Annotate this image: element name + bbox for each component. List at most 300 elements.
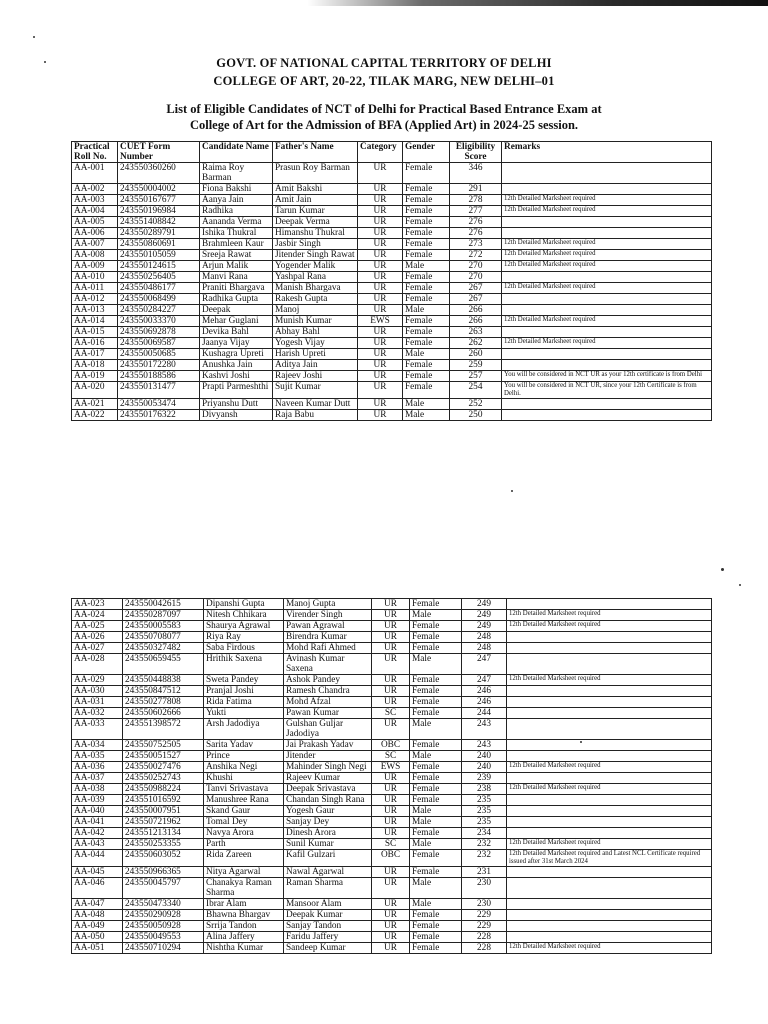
roll-no-cell: AA-049	[72, 921, 123, 932]
score-cell: 231	[462, 867, 507, 878]
table-row	[72, 784, 712, 795]
score-cell: 240	[462, 751, 507, 762]
fathers-name-cell: Kafil Gulzari	[284, 850, 372, 867]
candidate-name-cell: Hrithik Saxena	[204, 654, 284, 675]
candidate-name-cell: Kashvi Joshi	[200, 371, 273, 382]
cuet-form-cell: 243550007951	[123, 806, 204, 817]
remarks-cell: 12th Detailed Marksheet required	[502, 283, 712, 294]
roll-no-cell: AA-046	[72, 878, 123, 899]
table-row	[72, 806, 712, 817]
cuet-form-cell: 243550188586	[118, 371, 200, 382]
candidate-name-cell: Anushka Jain	[200, 360, 273, 371]
score-cell: 232	[462, 850, 507, 867]
category-cell: UR	[372, 867, 410, 878]
candidate-name-cell: Rida Fatima	[204, 697, 284, 708]
roll-no-cell: AA-027	[72, 643, 123, 654]
gender-cell: Male	[410, 878, 462, 899]
table-row	[72, 708, 712, 719]
cuet-form-cell: 243550005583	[123, 621, 204, 632]
candidate-name-cell: Navya Arora	[204, 828, 284, 839]
fathers-name-cell: Tarun Kumar	[273, 206, 358, 217]
score-cell: 229	[462, 921, 507, 932]
remarks-cell	[507, 817, 712, 828]
roll-no-cell: AA-003	[72, 195, 118, 206]
category-cell: UR	[372, 632, 410, 643]
cuet-form-cell: 243550068499	[118, 294, 200, 305]
candidate-name-cell: Chanakya Raman Sharma	[204, 878, 284, 899]
candidate-name-cell: Arsh Jadodiya	[204, 719, 284, 740]
cuet-form-cell: 243550287097	[123, 610, 204, 621]
table-row	[72, 371, 712, 382]
candidate-name-cell: Deepak	[200, 305, 273, 316]
gender-cell: Female	[410, 675, 462, 686]
candidate-name-cell: Parth	[204, 839, 284, 850]
remarks-cell	[502, 228, 712, 239]
category-cell: UR	[358, 327, 403, 338]
fathers-name-cell: Dinesh Arora	[284, 828, 372, 839]
fathers-name-cell: Faridu Jaffery	[284, 932, 372, 943]
fathers-name-cell: Deepak Srivastava	[284, 784, 372, 795]
score-cell: 259	[450, 360, 502, 371]
roll-no-cell: AA-048	[72, 910, 123, 921]
cuet-form-cell: 243550289791	[118, 228, 200, 239]
remarks-cell	[502, 305, 712, 316]
gender-cell: Female	[410, 932, 462, 943]
gender-cell: Female	[403, 184, 450, 195]
score-cell: 229	[462, 910, 507, 921]
remarks-cell: 12th Detailed Marksheet required	[502, 316, 712, 327]
cuet-form-cell: 243550105059	[118, 250, 200, 261]
roll-no-cell: AA-011	[72, 283, 118, 294]
score-cell: 230	[462, 899, 507, 910]
gender-cell: Male	[410, 654, 462, 675]
table-row	[72, 675, 712, 686]
fathers-name-cell: Deepak Kumar	[284, 910, 372, 921]
category-cell: UR	[372, 675, 410, 686]
table-row	[72, 228, 712, 239]
category-cell: UR	[358, 294, 403, 305]
gender-cell: Male	[410, 839, 462, 850]
category-cell: UR	[358, 382, 403, 399]
fathers-name-cell: Manish Bhargava	[273, 283, 358, 294]
roll-no-cell: AA-012	[72, 294, 118, 305]
table-row	[72, 206, 712, 217]
gender-cell: Female	[410, 943, 462, 954]
fathers-name-cell: Yogesh Gaur	[284, 806, 372, 817]
gender-cell: Female	[410, 599, 462, 610]
score-cell: 262	[450, 338, 502, 349]
candidate-name-cell: Devika Bahl	[200, 327, 273, 338]
roll-no-cell: AA-024	[72, 610, 123, 621]
gender-cell: Female	[403, 316, 450, 327]
candidate-name-cell: Rida Zareen	[204, 850, 284, 867]
category-cell: UR	[372, 610, 410, 621]
candidate-name-cell: Sarita Yadav	[204, 740, 284, 751]
score-cell: 257	[450, 371, 502, 382]
table-row	[72, 163, 712, 184]
roll-no-cell: AA-009	[72, 261, 118, 272]
remarks-cell: 12th Detailed Marksheet required	[502, 338, 712, 349]
gender-cell: Female	[410, 643, 462, 654]
table-row	[72, 599, 712, 610]
remarks-cell: 12th Detailed Marksheet required	[507, 675, 712, 686]
roll-no-cell: AA-047	[72, 899, 123, 910]
roll-no-cell: AA-007	[72, 239, 118, 250]
score-cell: 240	[462, 762, 507, 773]
remarks-cell: 12th Detailed Marksheet required	[502, 206, 712, 217]
table-row	[72, 817, 712, 828]
candidate-name-cell: Nitya Agarwal	[204, 867, 284, 878]
remarks-cell	[507, 643, 712, 654]
score-cell: 238	[462, 784, 507, 795]
cuet-form-cell: 243550277808	[123, 697, 204, 708]
roll-no-cell: AA-025	[72, 621, 123, 632]
cuet-form-cell: 243550692878	[118, 327, 200, 338]
scan-speck	[33, 36, 35, 38]
table-row	[72, 410, 712, 421]
scan-edge	[0, 0, 768, 6]
roll-no-cell: AA-010	[72, 272, 118, 283]
fathers-name-cell: Naveen Kumar Dutt	[273, 399, 358, 410]
roll-no-cell: AA-026	[72, 632, 123, 643]
category-cell: UR	[358, 305, 403, 316]
category-cell: UR	[358, 371, 403, 382]
remarks-cell	[507, 599, 712, 610]
score-cell: 243	[462, 740, 507, 751]
roll-no-cell: AA-040	[72, 806, 123, 817]
fathers-name-cell: Avinash Kumar Saxena	[284, 654, 372, 675]
roll-no-cell: AA-045	[72, 867, 123, 878]
cuet-form-cell: 243550131477	[118, 382, 200, 399]
score-cell: 249	[462, 610, 507, 621]
gender-cell: Female	[410, 762, 462, 773]
table-header-row	[72, 142, 712, 163]
gender-cell: Female	[403, 272, 450, 283]
table-row	[72, 272, 712, 283]
score-cell: 276	[450, 228, 502, 239]
gender-cell: Female	[410, 632, 462, 643]
category-cell: UR	[358, 239, 403, 250]
candidate-name-cell: Saba Firdous	[204, 643, 284, 654]
remarks-cell	[502, 184, 712, 195]
cuet-form-cell: 243550027476	[123, 762, 204, 773]
remarks-cell	[507, 867, 712, 878]
remarks-cell	[507, 654, 712, 675]
remarks-cell	[502, 360, 712, 371]
table-row	[72, 740, 712, 751]
list-title-line1: List of Eligible Candidates of NCT of Delhi for Practical Based Entrance Exam at	[166, 102, 602, 116]
candidate-name-cell: Radhika Gupta	[200, 294, 273, 305]
cuet-form-cell: 243550966365	[123, 867, 204, 878]
score-cell: 247	[462, 654, 507, 675]
gender-cell: Female	[403, 338, 450, 349]
remarks-cell: 12th Detailed Marksheet required	[502, 195, 712, 206]
gender-cell: Female	[403, 294, 450, 305]
category-cell: UR	[358, 283, 403, 294]
candidate-name-cell: Divyansh	[200, 410, 273, 421]
cuet-form-cell: 243550042615	[123, 599, 204, 610]
table-row	[72, 316, 712, 327]
score-cell: 278	[450, 195, 502, 206]
remarks-cell: 12th Detailed Marksheet required	[507, 839, 712, 850]
candidate-name-cell: Dipanshi Gupta	[204, 599, 284, 610]
table-row	[72, 283, 712, 294]
score-cell: 248	[462, 632, 507, 643]
roll-no-cell: AA-042	[72, 828, 123, 839]
category-cell: UR	[372, 910, 410, 921]
fathers-name-cell: Raman Sharma	[284, 878, 372, 899]
candidate-name-cell: Sreeja Rawat	[200, 250, 273, 261]
col-gender: Gender	[403, 142, 450, 163]
roll-no-cell: AA-019	[72, 371, 118, 382]
score-cell: 270	[450, 272, 502, 283]
fathers-name-cell: Harish Upreti	[273, 349, 358, 360]
table-row	[72, 399, 712, 410]
roll-no-cell: AA-004	[72, 206, 118, 217]
roll-no-cell: AA-013	[72, 305, 118, 316]
cuet-form-cell: 243550049553	[123, 932, 204, 943]
table-row	[72, 943, 712, 954]
category-cell: UR	[372, 697, 410, 708]
category-cell: UR	[372, 921, 410, 932]
table-row	[72, 932, 712, 943]
fathers-name-cell: Pawan Kumar	[284, 708, 372, 719]
roll-no-cell: AA-037	[72, 773, 123, 784]
remarks-cell	[507, 878, 712, 899]
cuet-form-cell: 243550053474	[118, 399, 200, 410]
category-cell: EWS	[372, 762, 410, 773]
remarks-cell	[502, 399, 712, 410]
candidate-name-cell: Tanvi Srivastava	[204, 784, 284, 795]
gender-cell: Male	[403, 399, 450, 410]
category-cell: UR	[372, 773, 410, 784]
cuet-form-cell: 243550050685	[118, 349, 200, 360]
candidate-name-cell: Khushi	[204, 773, 284, 784]
gender-cell: Female	[410, 773, 462, 784]
cuet-form-cell: 243550004002	[118, 184, 200, 195]
score-cell: 266	[450, 316, 502, 327]
fathers-name-cell: Nawal Agarwal	[284, 867, 372, 878]
table-row	[72, 338, 712, 349]
score-cell: 249	[462, 621, 507, 632]
score-cell: 235	[462, 806, 507, 817]
col-roll-no: Practical Roll No.	[72, 142, 118, 163]
remarks-cell	[507, 751, 712, 762]
fathers-name-cell: Yashpal Rana	[273, 272, 358, 283]
fathers-name-cell: Mansoor Alam	[284, 899, 372, 910]
scan-speck	[739, 584, 741, 586]
category-cell: UR	[372, 806, 410, 817]
fathers-name-cell: Rajeev Joshi	[273, 371, 358, 382]
cuet-form-cell: 243550752505	[123, 740, 204, 751]
table-row	[72, 751, 712, 762]
table-row	[72, 910, 712, 921]
candidate-name-cell: Manvi Rana	[200, 272, 273, 283]
cuet-form-cell: 243550196984	[118, 206, 200, 217]
cuet-form-cell: 243550124615	[118, 261, 200, 272]
score-cell: 276	[450, 217, 502, 228]
roll-no-cell: AA-043	[72, 839, 123, 850]
table-row	[72, 195, 712, 206]
remarks-cell	[507, 740, 712, 751]
fathers-name-cell: Rakesh Gupta	[273, 294, 358, 305]
candidate-name-cell: Ibrar Alam	[204, 899, 284, 910]
category-cell: UR	[372, 719, 410, 740]
roll-no-cell: AA-028	[72, 654, 123, 675]
score-cell: 273	[450, 239, 502, 250]
remarks-cell	[507, 806, 712, 817]
gender-cell: Male	[410, 899, 462, 910]
table-row	[72, 349, 712, 360]
scan-speck	[721, 568, 724, 571]
cuet-form-cell: 243550988224	[123, 784, 204, 795]
fathers-name-cell: Aditya Jain	[273, 360, 358, 371]
table-row	[72, 250, 712, 261]
score-cell: 239	[462, 773, 507, 784]
fathers-name-cell: Jai Prakash Yadav	[284, 740, 372, 751]
roll-no-cell: AA-032	[72, 708, 123, 719]
table-row	[72, 850, 712, 867]
fathers-name-cell: Amit Jain	[273, 195, 358, 206]
category-cell: SC	[372, 751, 410, 762]
gender-cell: Female	[403, 195, 450, 206]
gender-cell: Female	[410, 867, 462, 878]
table-row	[72, 697, 712, 708]
govt-heading: GOVT. OF NATIONAL CAPITAL TERRITORY OF DELHI	[216, 56, 552, 70]
gender-cell: Male	[403, 261, 450, 272]
category-cell: OBC	[372, 740, 410, 751]
gender-cell: Female	[403, 327, 450, 338]
category-cell: UR	[358, 163, 403, 184]
fathers-name-cell: Prasun Roy Barman	[273, 163, 358, 184]
roll-no-cell: AA-008	[72, 250, 118, 261]
gender-cell: Male	[403, 349, 450, 360]
score-cell: 250	[450, 410, 502, 421]
fathers-name-cell: Himanshu Thukral	[273, 228, 358, 239]
fathers-name-cell: Yogesh Vijay	[273, 338, 358, 349]
remarks-cell: 12th Detailed Marksheet required and Latest NCL Certificate required issued after 31st March 2024	[507, 850, 712, 867]
table-row	[72, 621, 712, 632]
fathers-name-cell: Jitender Singh Rawat	[273, 250, 358, 261]
roll-no-cell: AA-050	[72, 932, 123, 943]
roll-no-cell: AA-044	[72, 850, 123, 867]
category-cell: UR	[358, 195, 403, 206]
category-cell: UR	[358, 250, 403, 261]
cuet-form-cell: 243550327482	[123, 643, 204, 654]
fathers-name-cell: Munish Kumar	[273, 316, 358, 327]
gender-cell: Male	[403, 410, 450, 421]
remarks-cell	[507, 910, 712, 921]
category-cell: SC	[372, 708, 410, 719]
gender-cell: Male	[410, 817, 462, 828]
category-cell: OBC	[372, 850, 410, 867]
scan-speck	[44, 61, 46, 63]
candidate-name-cell: Aananda Verma	[200, 217, 273, 228]
fathers-name-cell: Gulshan Guljar Jadodiya	[284, 719, 372, 740]
score-cell: 246	[462, 686, 507, 697]
category-cell: UR	[358, 360, 403, 371]
category-cell: UR	[358, 206, 403, 217]
gender-cell: Male	[410, 610, 462, 621]
cuet-form-cell: 243550448838	[123, 675, 204, 686]
gender-cell: Male	[403, 305, 450, 316]
remarks-cell: You will be considered in NCT UR as your 12th certificate is from Delhi	[502, 371, 712, 382]
category-cell: UR	[372, 817, 410, 828]
cuet-form-cell: 243550708077	[123, 632, 204, 643]
cuet-form-cell: 243550050928	[123, 921, 204, 932]
cuet-form-cell: 243550710294	[123, 943, 204, 954]
table-row	[72, 719, 712, 740]
table-row	[72, 382, 712, 399]
cuet-form-cell: 243550847512	[123, 686, 204, 697]
table-row	[72, 305, 712, 316]
fathers-name-cell: Sunil Kumar	[284, 839, 372, 850]
remarks-cell: 12th Detailed Marksheet required	[507, 610, 712, 621]
roll-no-cell: AA-036	[72, 762, 123, 773]
cuet-form-cell: 243551213134	[123, 828, 204, 839]
table-row	[72, 217, 712, 228]
cuet-form-cell: 243551016592	[123, 795, 204, 806]
category-cell: UR	[372, 899, 410, 910]
fathers-name-cell: Sujit Kumar	[273, 382, 358, 399]
cuet-form-cell: 243550473340	[123, 899, 204, 910]
gender-cell: Female	[410, 910, 462, 921]
roll-no-cell: AA-031	[72, 697, 123, 708]
roll-no-cell: AA-017	[72, 349, 118, 360]
fathers-name-cell: Amit Bakshi	[273, 184, 358, 195]
table-row	[72, 921, 712, 932]
table-row	[72, 795, 712, 806]
candidate-name-cell: Fiona Bakshi	[200, 184, 273, 195]
cuet-form-cell: 243551408842	[118, 217, 200, 228]
list-title-line2: College of Art for the Admission of BFA (Applied Art) in 2024-25 session.	[189, 118, 579, 132]
col-cuet-form: CUET Form Number	[118, 142, 200, 163]
cuet-form-cell: 243550253355	[123, 839, 204, 850]
score-cell: 234	[462, 828, 507, 839]
category-cell: UR	[358, 272, 403, 283]
candidate-name-cell: Yukti	[204, 708, 284, 719]
fathers-name-cell: Virender Singh	[284, 610, 372, 621]
score-cell: 232	[462, 839, 507, 850]
candidate-name-cell: Prapti Parmeshthi	[200, 382, 273, 399]
category-cell: UR	[372, 643, 410, 654]
cuet-form-cell: 243550069587	[118, 338, 200, 349]
score-cell: 260	[450, 349, 502, 360]
category-cell: UR	[372, 599, 410, 610]
table-row	[72, 828, 712, 839]
fathers-name-cell: Sanjay Tandon	[284, 921, 372, 932]
category-cell: UR	[372, 621, 410, 632]
roll-no-cell: AA-039	[72, 795, 123, 806]
table-row	[72, 867, 712, 878]
gender-cell: Female	[410, 921, 462, 932]
fathers-name-cell: Ramesh Chandra	[284, 686, 372, 697]
candidate-name-cell: Srrija Tandon	[204, 921, 284, 932]
cuet-form-cell: 243550290928	[123, 910, 204, 921]
candidate-name-cell: Tomal Dey	[204, 817, 284, 828]
cuet-form-cell: 243550486177	[118, 283, 200, 294]
roll-no-cell: AA-029	[72, 675, 123, 686]
gender-cell: Female	[410, 708, 462, 719]
remarks-cell: 12th Detailed Marksheet required	[502, 250, 712, 261]
fathers-name-cell: Rajeev Kumar	[284, 773, 372, 784]
score-cell: 248	[462, 643, 507, 654]
remarks-cell	[502, 327, 712, 338]
roll-no-cell: AA-023	[72, 599, 123, 610]
score-cell: 266	[450, 305, 502, 316]
remarks-cell: 12th Detailed Marksheet required	[507, 762, 712, 773]
gender-cell: Male	[410, 751, 462, 762]
